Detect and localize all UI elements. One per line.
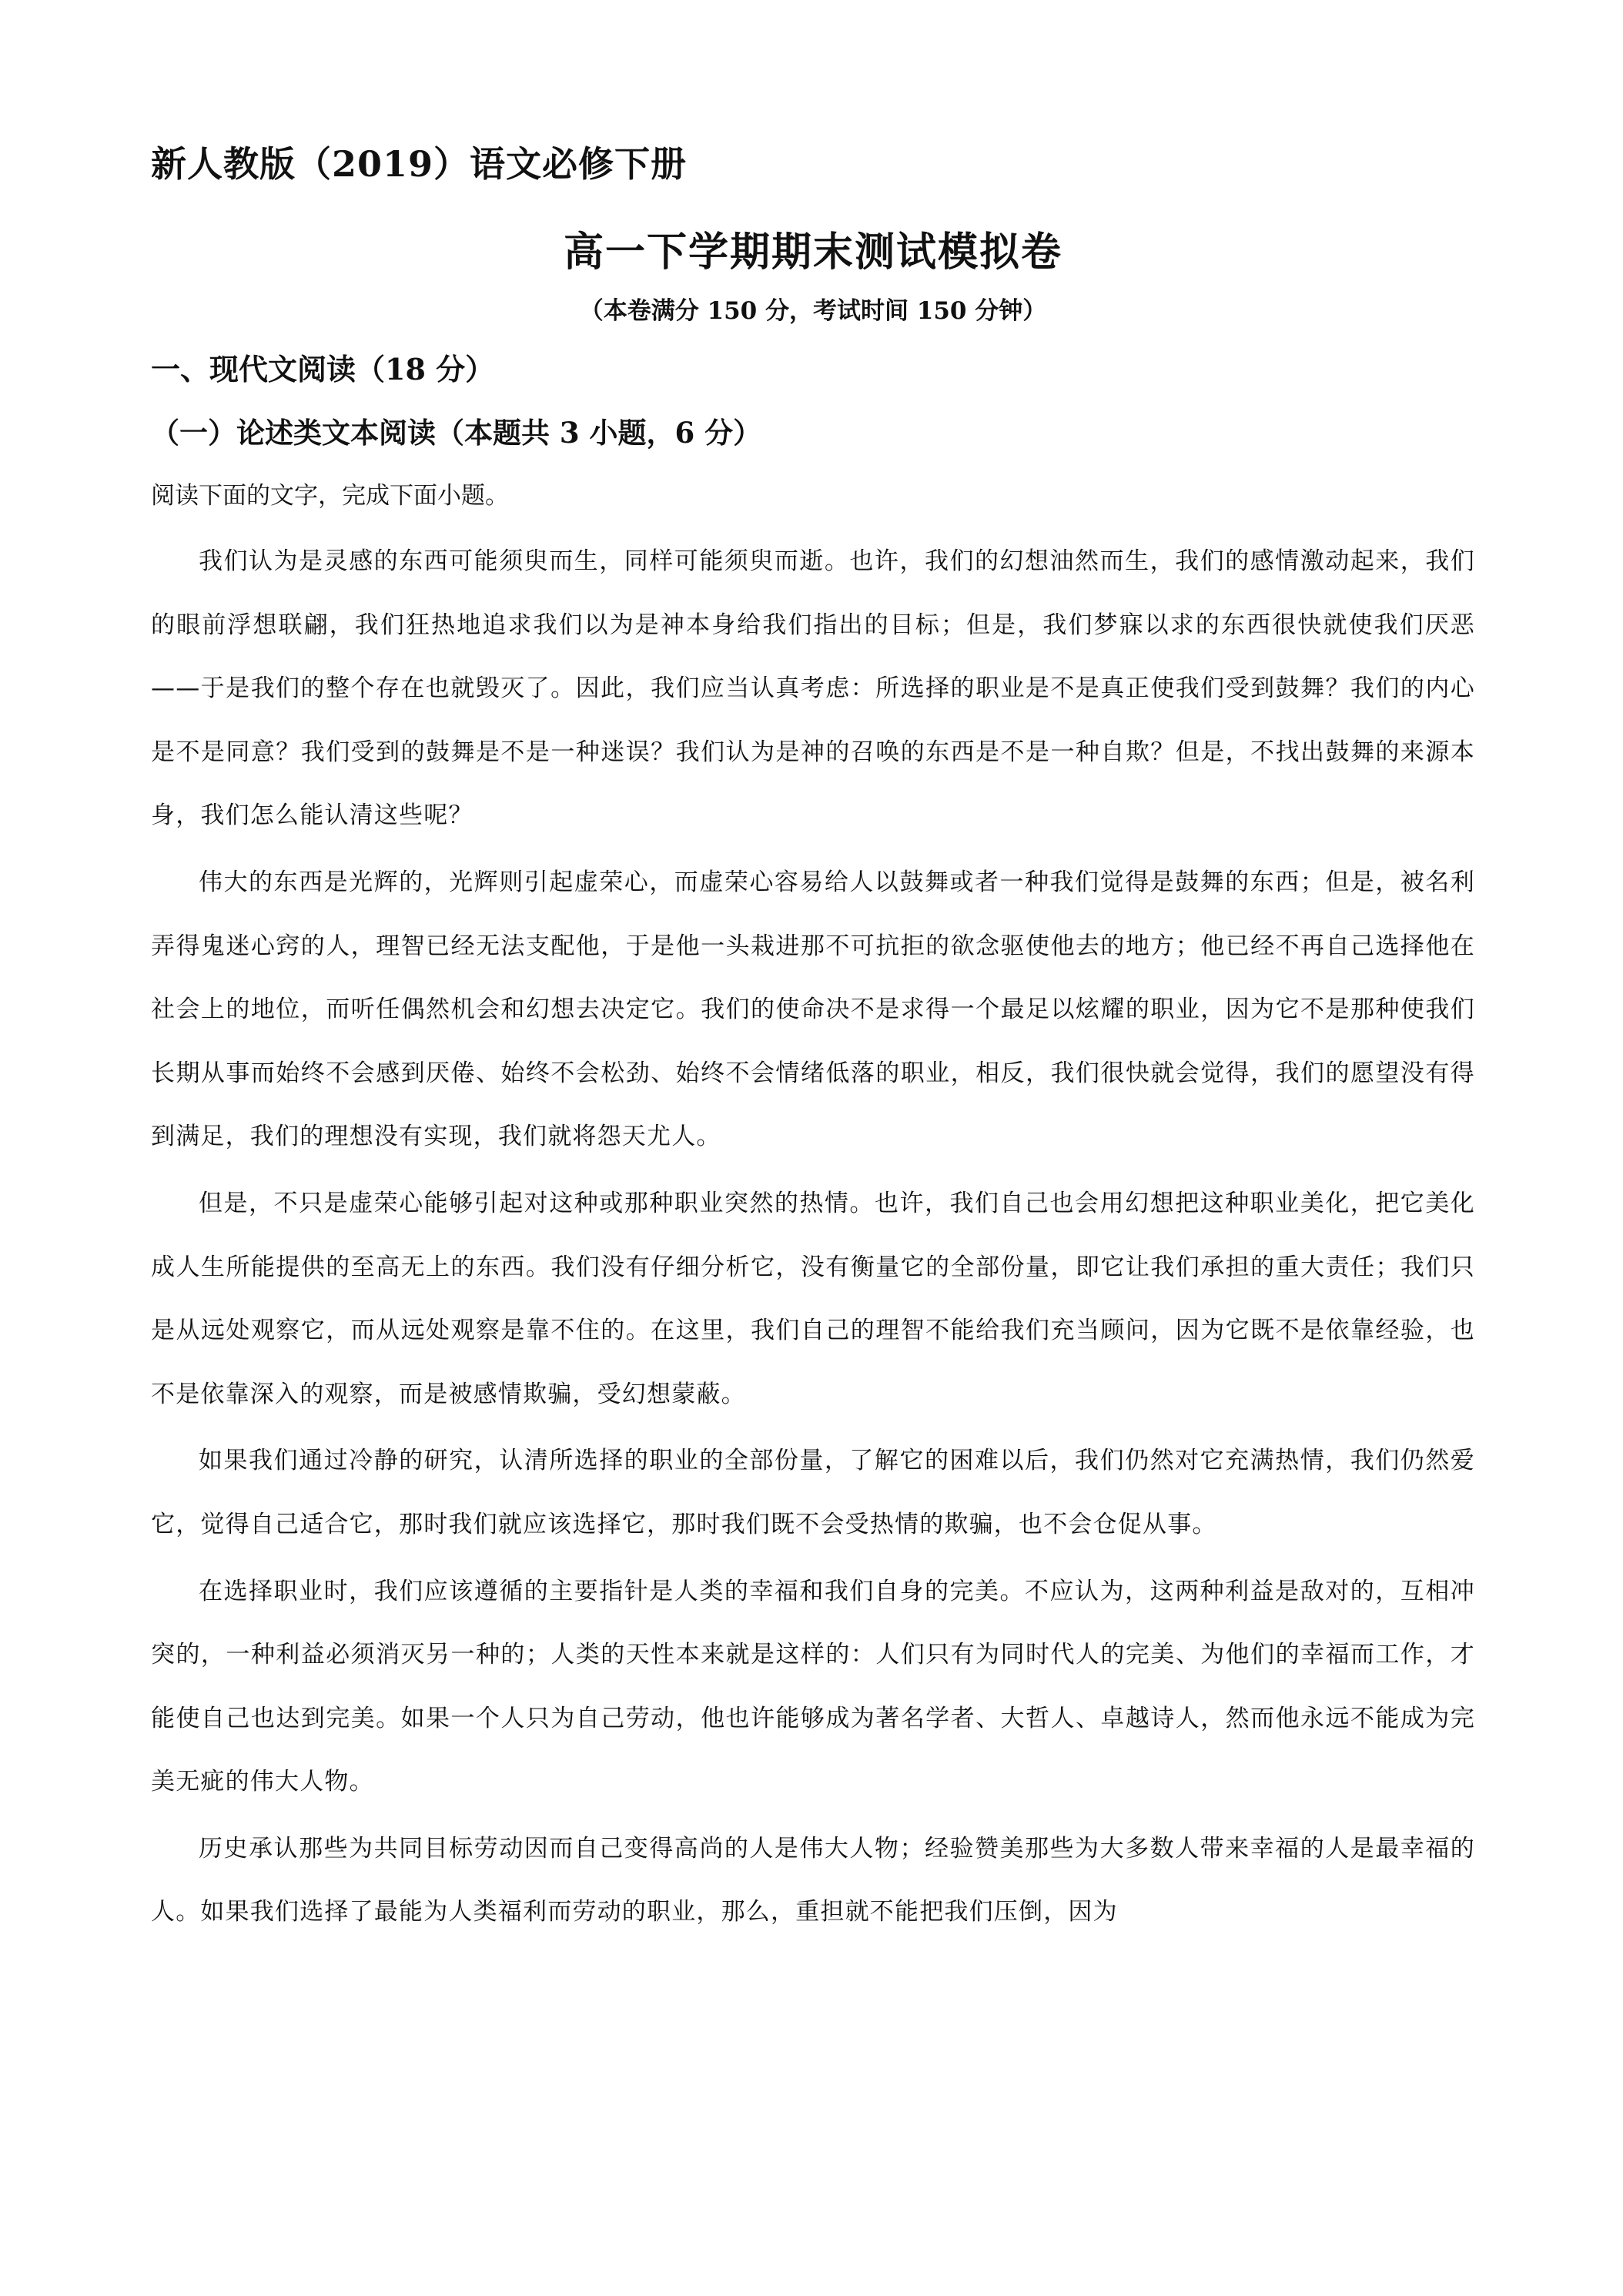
reading-instruction: 阅读下面的文字，完成下面小题。 [151,482,509,510]
book-title: 新人教版（2019）语文必修下册 [151,143,688,185]
page-content [151,137,1475,1944]
passage-paragraph-5: 在选择职业时，我们应该遵循的主要指针是人类的幸福和我们自身的完美。不应认为，这两种利益是敌对的，互相冲突的，一种利益必须消灭另一种的；人类的天性本来就是这样的：人们只有为同时代人的完美、为他们的幸福而工作，才能使自己也达到完美。如果一个人只为自己劳动，他也许能够成为著名学者、大哲人、卓越诗人，然而他永远不能成为完美无疵的伟大人物。 [151,1577,1475,1796]
section-heading: 一、现代文阅读（18 分） [151,352,495,387]
passage-paragraph-1: 我们认为是灵感的东西可能须臾而生，同样可能须臾而逝。也许，我们的幻想油然而生，我们的感情激动起来，我们的眼前浮想联翩，我们狂热地追求我们以为是神本身给我们指出的目标；但是，我们梦寐以求的东西很快就使我们厌恶——于是我们的整个存在也就毁灭了。因此，我们应当认真考虑：所选择的职业是不是真正使我们受到鼓舞？我们的内心是不是同意？我们受到的鼓舞是不是一种迷误？我们认为是神的召唤的东西是不是一种自欺？但是，不找出鼓舞的来源本身，我们怎么能认清这些呢？ [151,547,1475,830]
sub-heading: （一）论述类文本阅读（本题共 3 小题，6 分） [151,416,762,450]
passage-paragraph-4: 如果我们通过冷静的研究，认清所选择的职业的全部份量，了解它的困难以后，我们仍然对它充满热情，我们仍然爱它，觉得自己适合它，那时我们就应该选择它，那时我们既不会受热情的欺骗，也不会仓促从事。 [151,1447,1475,1538]
exam-note: （本卷满分 150 分，考试时间 150 分钟） [579,297,1047,325]
exam-title: 高一下学期期末测试模拟卷 [563,229,1062,276]
passage-paragraph-6: 历史承认那些为共同目标劳动因而自己变得高尚的人是伟大人物；经验赞美那些为大多数人带来幸福的人是最幸福的人。如果我们选择了最能为人类福利而劳动的职业，那么，重担就不能把我们压倒，因为 [151,1834,1475,1926]
passage-paragraph-3: 但是，不只是虚荣心能够引起对这种或那种职业突然的热情。也许，我们自己也会用幻想把这种职业美化，把它美化成人生所能提供的至高无上的东西。我们没有仔细分析它，没有衡量它的全部份量，即它让我们承担的重大责任；我们只是从远处观察它，而从远处观察是靠不住的。在这里，我们自己的理智不能给我们充当顾问，因为它既不是依靠经验，也不是依靠深入的观察，而是被感情欺骗，受幻想蒙蔽。 [151,1189,1475,1408]
passage-paragraph-2: 伟大的东西是光辉的，光辉则引起虚荣心，而虚荣心容易给人以鼓舞或者一种我们觉得是鼓舞的东西；但是，被名利弄得鬼迷心窍的人，理智已经无法支配他，于是他一头栽进那不可抗拒的欲念驱使他去的地方；他已经不再自己选择他在社会上的地位，而听任偶然机会和幻想去决定它。我们的使命决不是求得一个最足以炫耀的职业，因为它不是那种使我们长期从事而始终不会感到厌倦、始终不会松劲、始终不会情绪低落的职业，相反，我们很快就会觉得，我们的愿望没有得到满足，我们的理想没有实现，我们就将怨天尤人。 [151,868,1475,1151]
